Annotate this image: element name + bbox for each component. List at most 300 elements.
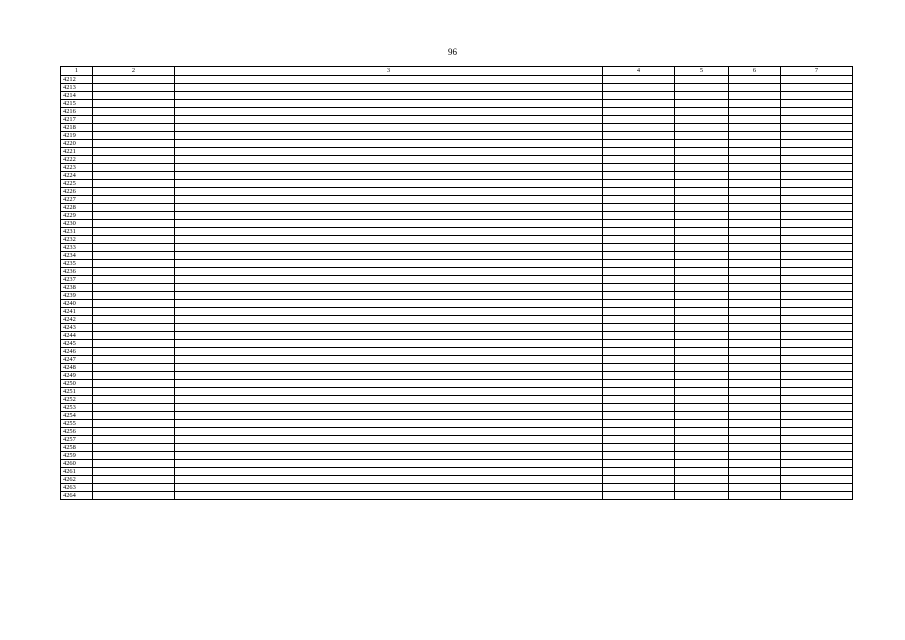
group-cell — [675, 380, 729, 388]
cadastral-number-cell — [93, 340, 175, 348]
table-row — [61, 204, 853, 212]
address-cell — [175, 324, 603, 332]
address-cell — [175, 276, 603, 284]
area-cell — [603, 188, 675, 196]
cadastral-number-cell — [93, 380, 175, 388]
row-number-cell: 4212 — [61, 76, 93, 84]
value-cell — [781, 284, 853, 292]
table-row — [61, 84, 853, 92]
group-cell — [675, 284, 729, 292]
address-cell — [175, 252, 603, 260]
cadastral-number-cell — [93, 244, 175, 252]
row-number-cell: 4229 — [61, 212, 93, 220]
cadastral-number-cell — [93, 228, 175, 236]
group-cell — [675, 140, 729, 148]
column-header: 1 — [61, 67, 93, 76]
address-cell — [175, 308, 603, 316]
table-row — [61, 148, 853, 156]
row-number-cell: 4238 — [61, 284, 93, 292]
value-cell — [781, 188, 853, 196]
area-cell — [603, 468, 675, 476]
area-cell — [603, 116, 675, 124]
rate-cell — [729, 204, 781, 212]
rate-cell — [729, 476, 781, 484]
address-cell — [175, 404, 603, 412]
row-number-cell: 4214 — [61, 92, 93, 100]
cadastral-number-cell — [93, 396, 175, 404]
group-cell — [675, 156, 729, 164]
value-cell — [781, 340, 853, 348]
table-row — [61, 324, 853, 332]
row-number-cell: 4232 — [61, 236, 93, 244]
row-number-cell: 4264 — [61, 492, 93, 500]
rate-cell — [729, 436, 781, 444]
area-cell — [603, 420, 675, 428]
value-cell — [781, 324, 853, 332]
row-number-cell: 4261 — [61, 468, 93, 476]
area-cell — [603, 236, 675, 244]
rate-cell — [729, 380, 781, 388]
value-cell — [781, 180, 853, 188]
table-row — [61, 396, 853, 404]
cadastral-number-cell — [93, 436, 175, 444]
rate-cell — [729, 236, 781, 244]
cadastral-number-cell — [93, 132, 175, 140]
row-number-cell: 4240 — [61, 300, 93, 308]
value-cell — [781, 388, 853, 396]
address-cell — [175, 220, 603, 228]
cadastral-number-cell — [93, 276, 175, 284]
value-cell — [781, 348, 853, 356]
group-cell — [675, 316, 729, 324]
row-number-cell: 4246 — [61, 348, 93, 356]
cadastral-number-cell — [93, 356, 175, 364]
group-cell — [675, 468, 729, 476]
table-row — [61, 348, 853, 356]
value-cell — [781, 412, 853, 420]
rate-cell — [729, 180, 781, 188]
group-cell — [675, 148, 729, 156]
table-row — [61, 476, 853, 484]
address-cell — [175, 412, 603, 420]
value-cell — [781, 396, 853, 404]
group-cell — [675, 484, 729, 492]
group-cell — [675, 420, 729, 428]
value-cell — [781, 108, 853, 116]
rate-cell — [729, 492, 781, 500]
cadastral-number-cell — [93, 476, 175, 484]
area-cell — [603, 476, 675, 484]
rate-cell — [729, 372, 781, 380]
area-cell — [603, 196, 675, 204]
table-row — [61, 284, 853, 292]
area-cell — [603, 316, 675, 324]
area-cell — [603, 156, 675, 164]
rate-cell — [729, 292, 781, 300]
rate-cell — [729, 388, 781, 396]
rate-cell — [729, 348, 781, 356]
address-cell — [175, 388, 603, 396]
address-cell — [175, 180, 603, 188]
area-cell — [603, 76, 675, 84]
row-number-cell: 4222 — [61, 156, 93, 164]
rate-cell — [729, 140, 781, 148]
address-cell — [175, 76, 603, 84]
area-cell — [603, 252, 675, 260]
value-cell — [781, 204, 853, 212]
area-cell — [603, 132, 675, 140]
area-cell — [603, 396, 675, 404]
cadastral-number-cell — [93, 220, 175, 228]
address-cell — [175, 340, 603, 348]
row-number-cell: 4224 — [61, 172, 93, 180]
rate-cell — [729, 124, 781, 132]
rate-cell — [729, 308, 781, 316]
cadastral-number-cell — [93, 492, 175, 500]
cadastral-number-cell — [93, 84, 175, 92]
area-cell — [603, 412, 675, 420]
address-cell — [175, 100, 603, 108]
cadastral-number-cell — [93, 468, 175, 476]
group-cell — [675, 204, 729, 212]
row-number-cell: 4239 — [61, 292, 93, 300]
rate-cell — [729, 164, 781, 172]
table-row — [61, 420, 853, 428]
table-row — [61, 236, 853, 244]
area-cell — [603, 212, 675, 220]
row-number-cell: 4256 — [61, 428, 93, 436]
area-cell — [603, 492, 675, 500]
group-cell — [675, 324, 729, 332]
cadastral-number-cell — [93, 124, 175, 132]
area-cell — [603, 444, 675, 452]
table-body — [61, 76, 853, 500]
cadastral-number-cell — [93, 484, 175, 492]
table-row — [61, 220, 853, 228]
cadastral-number-cell — [93, 252, 175, 260]
table-row — [61, 132, 853, 140]
rate-cell — [729, 484, 781, 492]
group-cell — [675, 236, 729, 244]
value-cell — [781, 484, 853, 492]
cadastral-number-cell — [93, 460, 175, 468]
rate-cell — [729, 412, 781, 420]
group-cell — [675, 76, 729, 84]
rate-cell — [729, 324, 781, 332]
row-number-cell: 4234 — [61, 252, 93, 260]
address-cell — [175, 244, 603, 252]
table-row — [61, 428, 853, 436]
row-number-cell: 4242 — [61, 316, 93, 324]
group-cell — [675, 372, 729, 380]
rate-cell — [729, 172, 781, 180]
rate-cell — [729, 84, 781, 92]
group-cell — [675, 172, 729, 180]
address-cell — [175, 436, 603, 444]
table-header-row — [61, 67, 853, 76]
cadastral-number-cell — [93, 332, 175, 340]
area-cell — [603, 244, 675, 252]
table-row — [61, 188, 853, 196]
address-cell — [175, 156, 603, 164]
group-cell — [675, 276, 729, 284]
row-number-cell: 4248 — [61, 364, 93, 372]
column-header: 4 — [603, 67, 675, 76]
cadastral-number-cell — [93, 156, 175, 164]
cadastral-number-cell — [93, 316, 175, 324]
cadastral-number-cell — [93, 204, 175, 212]
row-number-cell: 4219 — [61, 132, 93, 140]
area-cell — [603, 260, 675, 268]
table-row — [61, 404, 853, 412]
row-number-cell: 4218 — [61, 124, 93, 132]
rate-cell — [729, 92, 781, 100]
value-cell — [781, 292, 853, 300]
group-cell — [675, 364, 729, 372]
group-cell — [675, 212, 729, 220]
address-cell — [175, 212, 603, 220]
row-number-cell: 4221 — [61, 148, 93, 156]
row-number-cell: 4258 — [61, 444, 93, 452]
cadastral-number-cell — [93, 308, 175, 316]
row-number-cell: 4216 — [61, 108, 93, 116]
row-number-cell: 4230 — [61, 220, 93, 228]
value-cell — [781, 468, 853, 476]
address-cell — [175, 196, 603, 204]
row-number-cell: 4259 — [61, 452, 93, 460]
value-cell — [781, 476, 853, 484]
area-cell — [603, 452, 675, 460]
area-cell — [603, 124, 675, 132]
value-cell — [781, 404, 853, 412]
row-number-cell: 4228 — [61, 204, 93, 212]
table-row — [61, 140, 853, 148]
cadastral-number-cell — [93, 372, 175, 380]
area-cell — [603, 436, 675, 444]
group-cell — [675, 188, 729, 196]
group-cell — [675, 180, 729, 188]
area-cell — [603, 228, 675, 236]
row-number-cell: 4249 — [61, 372, 93, 380]
address-cell — [175, 268, 603, 276]
value-cell — [781, 236, 853, 244]
cadastral-number-cell — [93, 100, 175, 108]
row-number-cell: 4254 — [61, 412, 93, 420]
value-cell — [781, 148, 853, 156]
row-number-cell: 4262 — [61, 476, 93, 484]
cadastral-number-cell — [93, 92, 175, 100]
address-cell — [175, 460, 603, 468]
group-cell — [675, 404, 729, 412]
cadastral-number-cell — [93, 188, 175, 196]
cadastral-number-cell — [93, 444, 175, 452]
row-number-cell: 4263 — [61, 484, 93, 492]
address-cell — [175, 292, 603, 300]
row-number-cell: 4253 — [61, 404, 93, 412]
value-cell — [781, 84, 853, 92]
value-cell — [781, 268, 853, 276]
table-row — [61, 492, 853, 500]
cadastral-number-cell — [93, 452, 175, 460]
row-number-cell: 4244 — [61, 332, 93, 340]
rate-cell — [729, 444, 781, 452]
area-cell — [603, 404, 675, 412]
table-row — [61, 372, 853, 380]
area-cell — [603, 172, 675, 180]
area-cell — [603, 380, 675, 388]
column-header: 3 — [175, 67, 603, 76]
area-cell — [603, 300, 675, 308]
address-cell — [175, 396, 603, 404]
cadastral-number-cell — [93, 108, 175, 116]
table-row — [61, 252, 853, 260]
group-cell — [675, 356, 729, 364]
area-cell — [603, 276, 675, 284]
address-cell — [175, 380, 603, 388]
group-cell — [675, 84, 729, 92]
rate-cell — [729, 76, 781, 84]
group-cell — [675, 132, 729, 140]
address-cell — [175, 228, 603, 236]
value-cell — [781, 196, 853, 204]
rate-cell — [729, 316, 781, 324]
value-cell — [781, 260, 853, 268]
address-cell — [175, 108, 603, 116]
table-row — [61, 292, 853, 300]
area-cell — [603, 364, 675, 372]
table-row — [61, 212, 853, 220]
rate-cell — [729, 260, 781, 268]
rate-cell — [729, 252, 781, 260]
rate-cell — [729, 364, 781, 372]
rate-cell — [729, 468, 781, 476]
group-cell — [675, 412, 729, 420]
area-cell — [603, 84, 675, 92]
column-header: 5 — [675, 67, 729, 76]
area-cell — [603, 348, 675, 356]
row-number-cell: 4243 — [61, 324, 93, 332]
area-cell — [603, 372, 675, 380]
rate-cell — [729, 460, 781, 468]
table-row — [61, 244, 853, 252]
rate-cell — [729, 276, 781, 284]
address-cell — [175, 420, 603, 428]
area-cell — [603, 100, 675, 108]
row-number-cell: 4223 — [61, 164, 93, 172]
value-cell — [781, 244, 853, 252]
column-header: 2 — [93, 67, 175, 76]
group-cell — [675, 244, 729, 252]
table-row — [61, 260, 853, 268]
cadastral-number-cell — [93, 300, 175, 308]
value-cell — [781, 364, 853, 372]
address-cell — [175, 204, 603, 212]
group-cell — [675, 228, 729, 236]
address-cell — [175, 84, 603, 92]
group-cell — [675, 220, 729, 228]
column-header: 6 — [729, 67, 781, 76]
table-row — [61, 380, 853, 388]
rate-cell — [729, 356, 781, 364]
table-row — [61, 356, 853, 364]
cadastral-number-cell — [93, 164, 175, 172]
address-cell — [175, 348, 603, 356]
address-cell — [175, 332, 603, 340]
cadastral-number-cell — [93, 212, 175, 220]
value-cell — [781, 164, 853, 172]
row-number-cell: 4220 — [61, 140, 93, 148]
rate-cell — [729, 132, 781, 140]
table-row — [61, 412, 853, 420]
address-cell — [175, 92, 603, 100]
table-row — [61, 172, 853, 180]
area-cell — [603, 108, 675, 116]
value-cell — [781, 124, 853, 132]
address-cell — [175, 356, 603, 364]
table-row — [61, 332, 853, 340]
table-row — [61, 92, 853, 100]
rate-cell — [729, 428, 781, 436]
cadastral-number-cell — [93, 76, 175, 84]
table-row — [61, 276, 853, 284]
rate-cell — [729, 452, 781, 460]
address-cell — [175, 164, 603, 172]
value-cell — [781, 452, 853, 460]
value-cell — [781, 76, 853, 84]
rate-cell — [729, 100, 781, 108]
value-cell — [781, 252, 853, 260]
value-cell — [781, 332, 853, 340]
area-cell — [603, 140, 675, 148]
group-cell — [675, 332, 729, 340]
area-cell — [603, 292, 675, 300]
area-cell — [603, 484, 675, 492]
area-cell — [603, 332, 675, 340]
value-cell — [781, 132, 853, 140]
area-cell — [603, 388, 675, 396]
group-cell — [675, 108, 729, 116]
address-cell — [175, 172, 603, 180]
table-row — [61, 388, 853, 396]
cadastral-number-cell — [93, 140, 175, 148]
cadastral-number-cell — [93, 148, 175, 156]
address-cell — [175, 116, 603, 124]
area-cell — [603, 220, 675, 228]
cadastral-number-cell — [93, 412, 175, 420]
address-cell — [175, 284, 603, 292]
rate-cell — [729, 188, 781, 196]
value-cell — [781, 100, 853, 108]
value-cell — [781, 116, 853, 124]
value-cell — [781, 428, 853, 436]
rate-cell — [729, 212, 781, 220]
address-cell — [175, 316, 603, 324]
group-cell — [675, 396, 729, 404]
area-cell — [603, 308, 675, 316]
rate-cell — [729, 244, 781, 252]
table-row — [61, 116, 853, 124]
cadastral-number-cell — [93, 388, 175, 396]
value-cell — [781, 212, 853, 220]
group-cell — [675, 388, 729, 396]
cadastral-number-cell — [93, 260, 175, 268]
column-header: 7 — [781, 67, 853, 76]
row-number-cell: 4257 — [61, 436, 93, 444]
value-cell — [781, 492, 853, 500]
row-number-cell: 4255 — [61, 420, 93, 428]
page-number: 96 — [448, 47, 457, 57]
value-cell — [781, 460, 853, 468]
